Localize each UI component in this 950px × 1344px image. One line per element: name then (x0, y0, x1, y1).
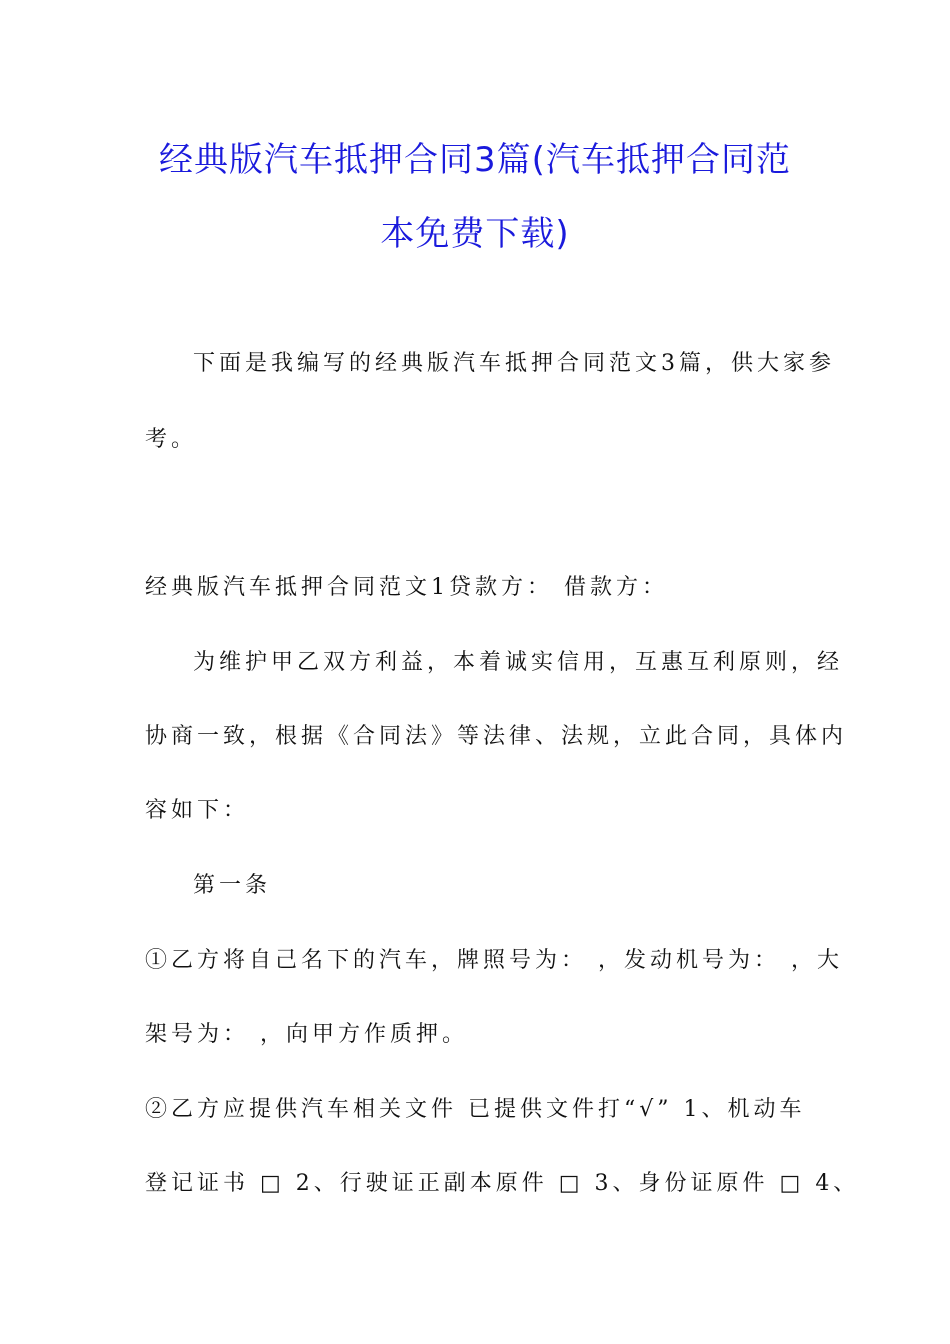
preamble-line-2: 协商一致，根据《合同法》等法律、法规，立此合同，具体内 (145, 724, 848, 749)
contract-heading: 经典版汽车抵押合同范文1贷款方： 借款方： (145, 575, 668, 600)
preamble-line-1: 为维护甲乙双方利益，本着诚实信用，互惠互利原则，经 (193, 650, 844, 675)
intro-paragraph-line-2: 考。 (145, 427, 198, 452)
document-title-line-1: 经典版汽车抵押合同3篇(汽车抵押合同范 (159, 140, 791, 180)
article-one-heading: 第一条 (193, 873, 272, 898)
preamble-line-3: 容如下： (145, 798, 250, 823)
intro-paragraph-line-1: 下面是我编写的经典版汽车抵押合同范文3篇，供大家参 (193, 351, 835, 376)
clause-1-line-2: 架号为： ，向甲方作质押。 (145, 1022, 468, 1047)
document-title-line-2: 本免费下载) (380, 214, 570, 254)
clause-2-line-1: ②乙方应提供汽车相关文件 已提供文件打“√” 1、机动车 (145, 1097, 806, 1122)
clause-2-line-2: 登记证书 □ 2、行驶证正副本原件 □ 3、身份证原件 □ 4、 (145, 1171, 860, 1196)
clause-1-line-1: ①乙方将自己名下的汽车，牌照号为： ，发动机号为： ，大 (145, 948, 843, 973)
